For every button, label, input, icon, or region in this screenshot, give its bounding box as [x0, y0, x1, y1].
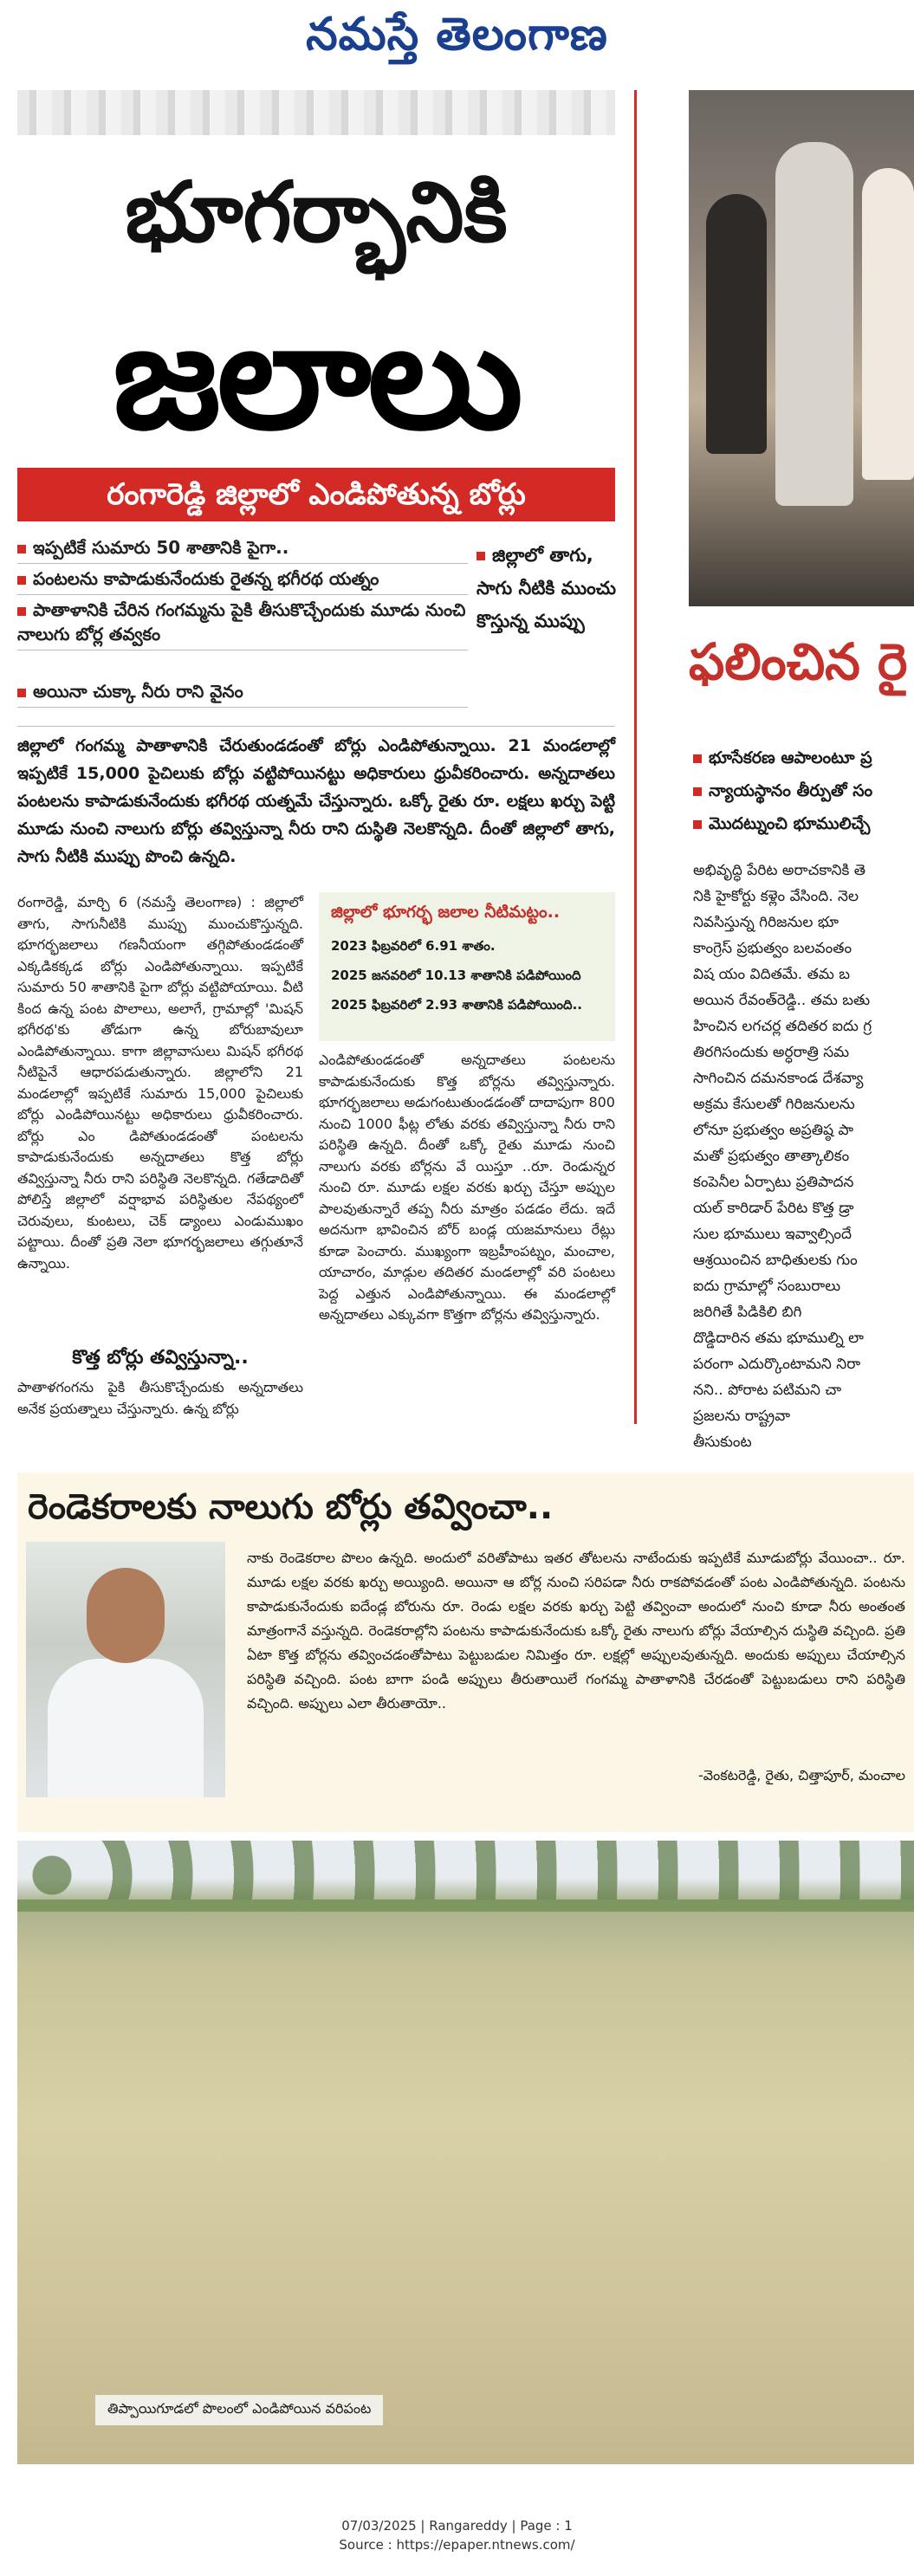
protest-photo [689, 90, 914, 606]
dried-paddy-photo [17, 1841, 914, 2464]
right-story-body: అభివృద్ధి పేరిట అరాచకానికి తె నికి హైకోర్టు కళ్లెం వేసింది. నెల నివసిస్తున్న గిరిజనుల భూ కాంగ్రెస్ ప్రభుత్వం బలవంతం విష యం విదితమే. తమ బ అయిన రేవంత్‌రెడ్డి.. తమ బతు హించిన లగచర్ల తదితర ఐదు గ్ర తిరగిసందుకు అర్ధరాత్రి సమ సాగించిన దమనకాండ దేశవ్యా అక్రమ కేసులతో గిరిజనులను లోనూ ప్రభుత్వం అప్రతిష్ఠ పా మతో ప్రభుత్వం తాత్కాలికం కంపెనీల ఏర్పాటు ప్రతిపాదన యల్ కారిడార్ పేరిట కొత్త డ్రా సుల భూములు ఇవ్వాల్సిందే ఆశ్రయించిన బాధితులకు గుం ఐదు గ్రామాల్లో సంబురాలు జరిగితే పిడికిలి బిగి దొడ్డిదారిన తమ భూముల్ని లా పరంగా ఎదుర్కొంటామని నిరా నని.. పోరాట పటిమని చా ప్రజలను రాష్ట్రవా తీసుకుంట [693, 862, 872, 1451]
infobox-row: 2023 ఫిబ్రవరిలో 6.91 శాతం. [331, 938, 496, 954]
farmer-signature: -వెంకటరెడ్డి, రైతు, చిత్తాపూర్, మంచాల [698, 1767, 905, 1783]
bullet-square-icon [693, 787, 702, 796]
page-footer [0, 2516, 914, 2554]
bullet-square-icon [693, 754, 702, 763]
newspaper-logo: నమస్తే తెలంగాణ [306, 8, 608, 61]
bullet-item: పంటలను కాపాడుకునేందుకు రైతన్న భగీరథ యత్నం [17, 566, 468, 595]
farmer-portrait [26, 1542, 225, 1797]
bullet-item: అయినా చుక్కా నీరు రాని వైనం [17, 679, 468, 708]
farmer-quote: నాకు రెండెకరాల పొలం ఉన్నది. అందులో వరితోపాటు ఇతర తోటలను నాటేందుకు ఇప్పటికే మూడుబోర్లు వేయించా.. రూ. మూడు లక్షల వరకు ఖర్చు అయ్యింది. అయినా ఆ బోర్ల నుంచి సరిపడా నీరు రాకపోవడంతో పంట ఎండిపోతున్నది. పంటను కాపాడుకునేందుకు ఐదేండ్ల బోరును రూ. రెండు లక్షల వరకు ఖర్చు పెట్టి తవ్వించా అందులో నుంచి కూడా నీరు అంతంత మాత్రంగానే వస్తున్నది. రెండెకరాల్లోని పంటను కాపాడుకునేందుకు ఒక్కో రైతు నాలుగు బోర్లు వేయాల్సిన దుస్థితి వచ్చింది. ప్రతి ఏటా కొత్త బోర్లను తవ్వించడంతోపాటు పెట్టుబడుల నిమిత్తం రూ. లక్షల్లో అప్పులవుతున్నది. అందుకు అప్పులు చేయాల్సిన పరిస్థితి వచ్చింది. పంట బాగా పండి అప్పులు తీరుతాయిలే గంగమ్మ పాతాళానికి చేరడంతో పెట్టుబడులు రాని పరిస్థితి వచ్చింది. అప్పులు ఎలా తీరుతాయో.. [247, 1550, 905, 1712]
side-bullet: జిల్లాలో తాగు, సాగు నీటికి ముంచు కొస్తున్న ముప్పు [476, 545, 617, 631]
right-bullet: మొదట్నుంచి భూములిచ్చే [693, 811, 914, 837]
article-subhead: కొత్త బోర్లు తవ్విస్తున్నా.. [72, 1347, 249, 1369]
bullet-square-icon [17, 607, 26, 616]
bullet-square-icon [17, 576, 26, 585]
bullet-item: ఇప్పటికే సుమారు 50 శాతానికి పైగా.. [17, 535, 468, 564]
article-column-1-continued: పాతాళగంగను పైకి తీసుకొచ్చేందుకు అన్నదాతలు అనేక ప్రయత్నాలు చేస్తున్నారు. ఉన్న బోర్లు [17, 1379, 303, 1417]
infobox-row: 2025 జనవరిలో 10.13 శాతానికి పడిపోయింది [331, 968, 581, 983]
decorative-strip [17, 90, 615, 135]
groundwater-infobox [319, 892, 615, 1041]
intro-paragraph: జిల్లాలో గంగమ్మ పాతాళానికి చేరుతుండడంతో బోర్లు ఎండిపోతున్నాయి. 21 మండలాల్లో ఇప్పటికే 15,000 పైచిలుకు బోర్లు వట్టిపోయినట్టు అధికారులు ధ్రువీకరించారు. అన్నదాతలు పంటలను కాపాడుకునేందుకు భగీరథ యత్నమే చేస్తున్నారు. ఒక్కో రైతు రూ. లక్షలు ఖర్చు పెట్టి మూడు నుంచి నాలుగు బోర్లు తవ్విస్తున్నా నీరు రాని దుస్థితి నెలకొన్నది. దీంతో జిల్లాలో తాగు, సాగు నీటికి ముప్పు పొంచి ఉన్నది. [17, 726, 615, 871]
infobox-title: జిల్లాలో భూగర్భ జలాల నీటిమట్టం.. [331, 903, 561, 922]
bullet-square-icon [17, 689, 26, 697]
photo-caption: తిప్పాయిగూడలో పొలంలో ఎండిపోయిన వరిపంట [95, 2395, 383, 2425]
bullet-square-icon [17, 545, 26, 553]
headline-line1: భూగర్భానికి [125, 164, 508, 261]
right-bullet: భూసేకరణ ఆపాలంటూ ప్ర [693, 745, 914, 771]
bullet-square-icon [476, 552, 485, 560]
bullet-item: పాతాళానికి చేరిన గంగమ్మను పైకి తీసుకొచ్చేందుకు మూడు నుంచి నాలుగు బోర్ల తవ్వకం [17, 598, 468, 650]
footer-source-line: Source : https://epaper.ntnews.com/ [339, 2537, 575, 2553]
headline-line2: జలాలు [113, 291, 520, 463]
article-column-1: రంగారెడ్డి, మార్చి 6 (నమస్తే తెలంగాణ) : జిల్లాలో తాగు, సాగునీటికి ముప్పు ముంచుకొస్తున్నది. భూగర్భజలాలు గణనీయంగా తగ్గిపోతుండడంతో ఎక్కడికక్కడ బోర్లు ఎండిపోతున్నాయి. ఇప్పటికే సుమారు 50 శాతానికి పైగా బోర్లు వట్టిపోయాయి. వీటి కింద ఉన్న పంట పొలాలు, అలాగే, గ్రామాల్లో 'మిషన్ భగీరథ'కు తోడుగా ఉన్న బోరుబావులూ ఎండిపోతున్నాయి. కాగా జిల్లావాసులు మిషన్ భగీరథ నీటిపైనే ఆధారపడుతున్నారు. జిల్లాలోని 21 మండలాల్లో ఇప్పటికే సుమారు 15,000 పైచిలుకు బోర్లు ఎండిపోయినట్టు అధికారులు ధ్రువీకరించారు. బోర్లు ఎం డిపోతుండడంతో పంటలను కాపాడుకునేందుకు అన్నదాతలు కొత్త బోర్లు తవ్విస్తున్నా నీరు రాని పరిస్థితి నెలకొన్నది. గతేడాదితో పోలిస్తే జిల్లాలో వర్షాభావ పరిస్థితుల నేపథ్యంలో చెరువులు, కుంటలు, చెక్ డ్యాంలు ఎండుముఖం పట్టాయి. దీంతో ప్రతి నెలా భూగర్భజలాలు తగ్గుతూనే ఉన్నాయి. [17, 894, 303, 1272]
right-story-headline: ఫలించిన రై [689, 632, 908, 691]
right-bullet: న్యాయస్థానం తీర్పుతో సం [693, 778, 914, 804]
masthead [0, 0, 914, 69]
headline-banner: రంగారెడ్డి జిల్లాలో ఎండిపోతున్న బోర్లు [17, 468, 615, 521]
farmer-box-headline: రెండెకరాలకు నాలుగు బోర్లు తవ్వించా.. [28, 1487, 554, 1527]
footer-date-line: 07/03/2025 | Rangareddy | Page : 1 [341, 2518, 573, 2534]
infobox-row: 2025 ఫిబ్రవరిలో 2.93 శాతానికి పడిపోయింది.. [331, 997, 582, 1013]
article-column-2: ఎండిపోతుండడంతో అన్నదాతలు పంటలను కాపాడుకునేందుకు కొత్త బోర్లను తవ్విస్తున్నారు. భూగర్భజలాలు అడుగంటుతుండడంతో దాదాపుగా 800 నుంచి 1000 ఫీట్ల లోతు వరకు తవ్విస్తున్నా నీరు రాని పరిస్థితి ఉన్నది. దీంతో ఒక్కో రైతు మూడు నుంచి నాలుగు వరకు బోర్లను వే యిస్తూ ..రూ. రెండున్నర నుంచి రూ. మూడు లక్షల వరకు ఖర్చు చేస్తూ అప్పుల పాలవుతున్నారే తప్ప నీరు మాత్రం పడడం లేదు. ఇదే అదనుగా భావించిన బోర్ బండ్ల యజమానులు రేట్లు కూడా పెంచారు. ముఖ్యంగా ఇబ్రహీంపట్నం, మంచాల, యాచారం, మాడ్గుల తదితర మండలాల్లో వరి పంటలు పెద్ద ఎత్తున ఎండిపోతున్నాయి. ఈ మండలాల్లో అన్నదాతలు ఎక్కువగా కొత్తగా బోర్లను తవ్విస్తున్నారు. [319, 1052, 615, 1323]
bullet-square-icon [693, 820, 702, 829]
column-divider [634, 90, 637, 1424]
